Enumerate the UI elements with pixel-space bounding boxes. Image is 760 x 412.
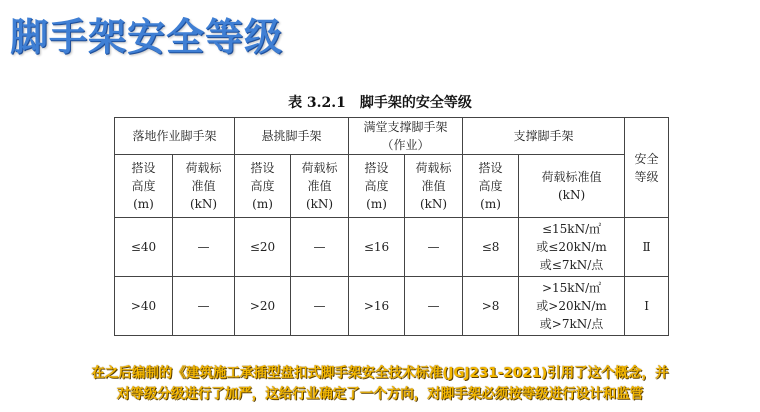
load-header: 荷载标 准值 (kN) (173, 155, 235, 218)
cell-load: — (291, 277, 349, 336)
cell-load-detail: ≤15kN/㎡ 或≤20kN/m 或≤7kN/点 (519, 218, 625, 277)
load-header: 荷载标 准值 (kN) (405, 155, 463, 218)
cell-height: ≤40 (115, 218, 173, 277)
table-header-row (115, 118, 669, 155)
table-subheader-row (115, 155, 669, 218)
cell-height: >40 (115, 277, 173, 336)
cell-height: ≤8 (463, 218, 519, 277)
height-header: 搭设 高度 (m) (115, 155, 173, 218)
commentary-note (0, 363, 760, 405)
cell-height: >8 (463, 277, 519, 336)
table-row (115, 218, 669, 277)
grade-header: 安全 等级 (625, 118, 669, 218)
cell-height: >20 (235, 277, 291, 336)
cell-grade: Ⅱ (625, 218, 669, 277)
cell-load: — (173, 218, 235, 277)
height-header: 搭设 高度 (m) (235, 155, 291, 218)
cell-height: ≤20 (235, 218, 291, 277)
note-line-2: 对等级分级进行了加严，这给行业确定了一个方向，对脚手架必须按等级进行设计和监管 (116, 386, 644, 402)
load-header: 荷载标 准值 (kN) (291, 155, 349, 218)
slide-title: 脚手架安全等级 (10, 15, 284, 59)
cell-load-detail: >15kN/㎡ 或>20kN/m 或>7kN/点 (519, 277, 625, 336)
cell-grade: Ⅰ (625, 277, 669, 336)
cell-height: ≤16 (349, 218, 405, 277)
cell-load: — (405, 218, 463, 277)
height-header: 搭设 高度 (m) (463, 155, 519, 218)
cell-load: — (291, 218, 349, 277)
cell-load: — (173, 277, 235, 336)
group-header-full-support: 满堂支撑脚手架 （作业） (349, 118, 463, 155)
height-header: 搭设 高度 (m) (349, 155, 405, 218)
note-line-1: 在之后编制的《建筑施工承插型盘扣式脚手架安全技术标准(JGJ231-2021)引用了这个概念，并 (91, 365, 669, 381)
table-number: 表 3.2.1 (288, 95, 346, 111)
table-row (115, 277, 669, 336)
safety-grade-table (114, 117, 669, 336)
cell-height: >16 (349, 277, 405, 336)
cell-load: — (405, 277, 463, 336)
group-header-support: 支撑脚手架 (463, 118, 625, 155)
table-caption-text: 脚手架的安全等级 (359, 95, 472, 111)
table-caption (0, 92, 760, 112)
load-header-wide: 荷载标准值 (kN) (519, 155, 625, 218)
group-header-ground: 落地作业脚手架 (115, 118, 235, 155)
group-header-cantilever: 悬挑脚手架 (235, 118, 349, 155)
